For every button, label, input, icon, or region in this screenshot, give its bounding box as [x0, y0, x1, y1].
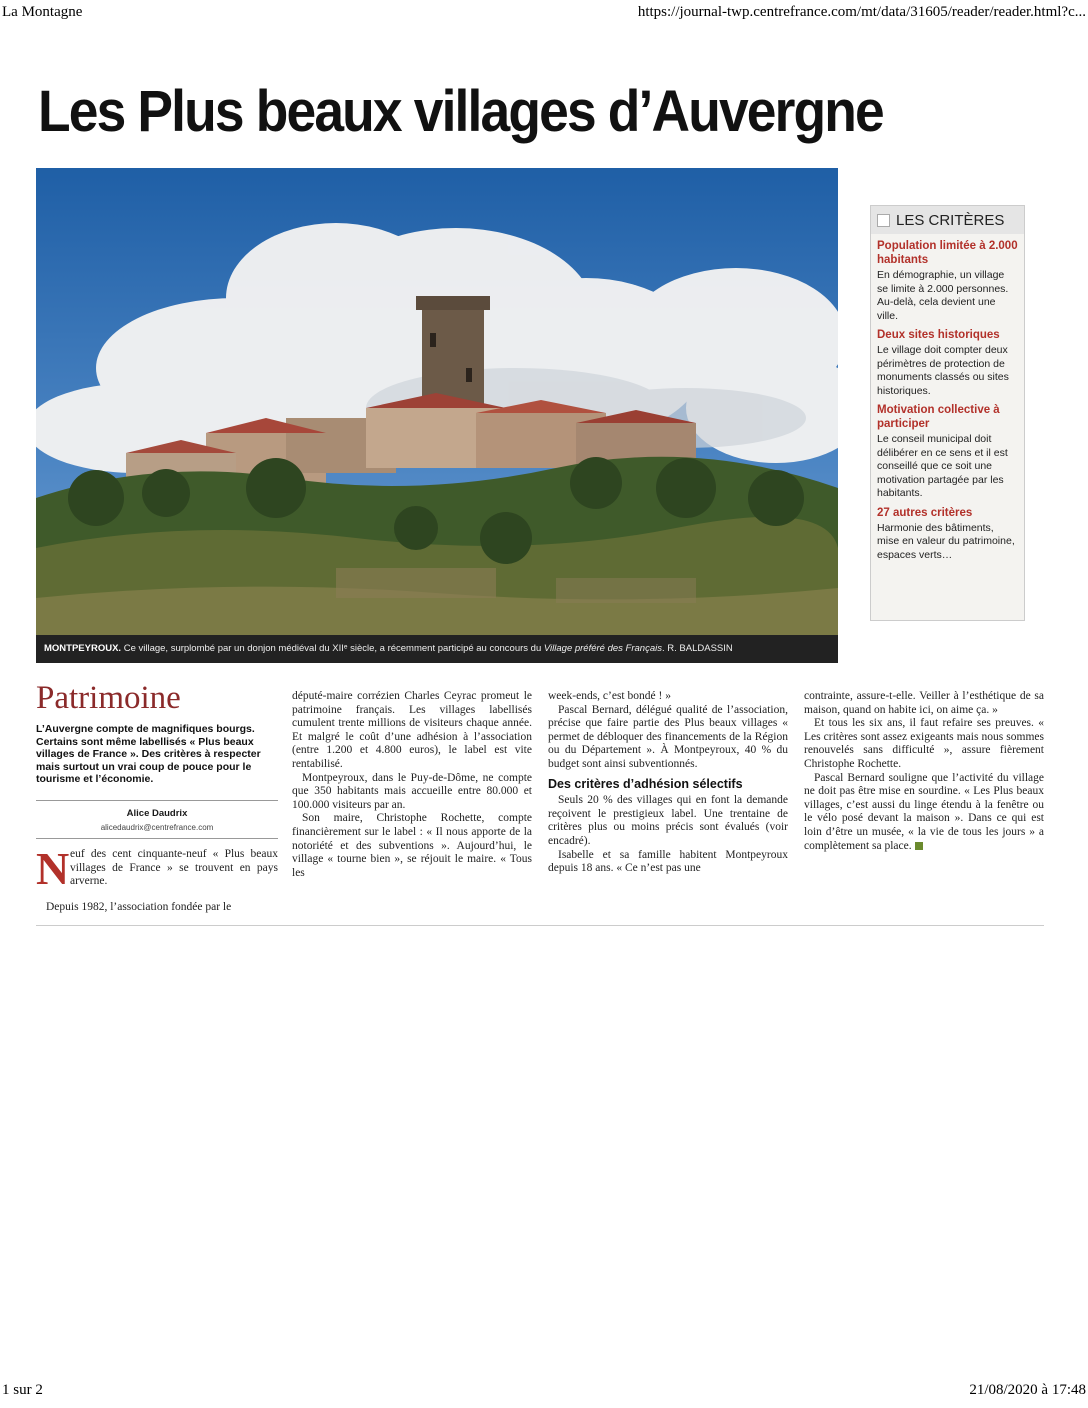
criterion-body: Le conseil municipal doit délibérer en ce sens et il est conseillé que ce soit une motivation partagée par les habitants.	[877, 433, 1008, 499]
sidebar-square-icon	[877, 214, 890, 227]
paragraph: Pascal Bernard, délégué qualité de l’association, précise que faire partie des Plus beaux villages « permet de débloquer des financements de la Région ou du Département ». À Montpeyroux, 40 % du budget sont ainsi subventionnés.	[548, 703, 788, 770]
article-headline: Les Plus beaux villages d’Auvergne	[38, 79, 883, 144]
divider	[36, 800, 278, 801]
criterion-item	[877, 328, 1018, 398]
paragraph: Seuls 20 % des villages qui en font la demande reçoivent le prestigieux label. Une trentaine de critères plus ou moins précis sont évalués (voir encadré).	[548, 794, 788, 847]
article-column-2	[292, 690, 532, 880]
divider	[36, 838, 278, 839]
print-footer-page: 1 sur 2	[2, 1382, 43, 1398]
paragraph	[804, 772, 1044, 854]
print-header-url: https://journal-twp.centrefrance.com/mt/data/31605/reader/reader.html?c...	[637, 4, 1086, 20]
criterion-item	[877, 239, 1018, 323]
criterion-title: Motivation collective à participer	[877, 404, 1000, 430]
paragraph-text: Pascal Bernard souligne que l’activité du village ne doit pas être mise en sourdine. « Les Plus beaux villages, c’est aussi du linge étendu à la fenêtre ou le vélo posé devant la maison ». Dans ce qui est loin d’être un musée, « la vie de tous les jours » a complètement sa place.	[804, 771, 1044, 852]
criterion-body: Harmonie des bâtiments, mise en valeur du patrimoine, espaces verts…	[877, 521, 1015, 561]
paragraph: député-maire corrézien Charles Ceyrac promeut le patrimoine français. Les villages labellisés cumulent trente millions de visiteurs chaque année. Et malgré le coût d’une adhésion à l’association (entre 1.200 et 4.800 euros), le label est vite rentabilisé.	[292, 690, 532, 770]
village-photo-illustration	[36, 168, 838, 663]
caption-credit: . R. BALDASSIN	[662, 643, 733, 654]
end-mark-icon	[915, 842, 923, 850]
drop-cap: N	[36, 843, 70, 894]
criteria-sidebar	[870, 205, 1025, 621]
article-column-4	[804, 690, 1044, 853]
print-header-source: La Montagne	[2, 4, 83, 20]
author-name: Alice Daudrix	[126, 808, 188, 819]
divider	[36, 925, 1044, 926]
section-title: Patrimoine	[36, 680, 181, 716]
article-subhead: Des critères d’adhésion sélectifs	[548, 776, 743, 791]
article-paragraph	[36, 901, 278, 915]
article-chapo: L’Auvergne compte de magnifiques bourgs. Certains sont même labellisés « Plus beaux villages de France ». Des critères à respecter mais surtout un vrai coup de pouce pour le tourisme et l’économie.	[36, 723, 261, 785]
photo-caption	[36, 635, 838, 663]
paragraph: contrainte, assure-t-elle. Veiller à l’esthétique de sa maison, quand on habite ici, on aime ça. »	[804, 690, 1044, 716]
article-lead: euf des cent cinquante-neuf « Plus beaux villages de France » se trouvent en pays arverne.	[70, 848, 278, 888]
paragraph: week-ends, c’est bondé ! »	[548, 690, 671, 702]
paragraph: Depuis 1982, l’association fondée par le	[46, 901, 232, 913]
criterion-item	[877, 403, 1018, 501]
sidebar-title	[871, 206, 1024, 234]
print-footer-date: 21/08/2020 à 17:48	[969, 1382, 1086, 1398]
sidebar-title-text: LES CRITÈRES	[896, 211, 1005, 229]
criterion-item	[877, 506, 1018, 563]
print-header	[2, 4, 1086, 26]
criterion-body: En démographie, un village se limite à 2.000 personnes. Au-delà, cela devient une ville.	[877, 269, 1009, 322]
criterion-title: Deux sites historiques	[877, 329, 1000, 341]
caption-italic: Village préféré des Français	[543, 643, 662, 654]
paragraph: Montpeyroux, dans le Puy-de-Dôme, ne compte que 350 habitants mais accueille entre 80.000 et 100.000 visiteurs par an.	[292, 771, 532, 811]
article-photo	[36, 168, 838, 663]
caption-text: Ce village, surplombé par un donjon médiéval du XIIᵉ siècle, a récemment participé au concours du	[121, 643, 544, 654]
criterion-title: 27 autres critères	[877, 506, 973, 519]
print-footer	[2, 1382, 1086, 1404]
article-column-3	[548, 690, 788, 876]
paragraph: Son maire, Christophe Rochette, compte financièrement sur le label : « Il nous apporte de la notoriété et des subventions ». Aujourd’hui, le village « tourne bien », se réjouit le maire. « Tous les	[292, 812, 532, 879]
caption-place: MONTPEYROUX.	[44, 643, 122, 654]
paragraph: Isabelle et sa famille habitent Montpeyroux depuis 18 ans. « Ce n’est pas une	[548, 848, 788, 875]
author-email: alicedaudrix@centrefrance.com	[100, 823, 214, 832]
criterion-title: Population limitée à 2.000 habitants	[877, 240, 1018, 266]
paragraph: Et tous les six ans, il faut refaire ses preuves. « Les critères sont assez exigeants mais nous sommes renouvelés sans difficulté », assure fièrement Christophe Rochette.	[804, 717, 1044, 770]
criterion-body: Le village doit compter deux périmètres de protection de monuments classés ou sites historiques.	[877, 344, 1009, 397]
